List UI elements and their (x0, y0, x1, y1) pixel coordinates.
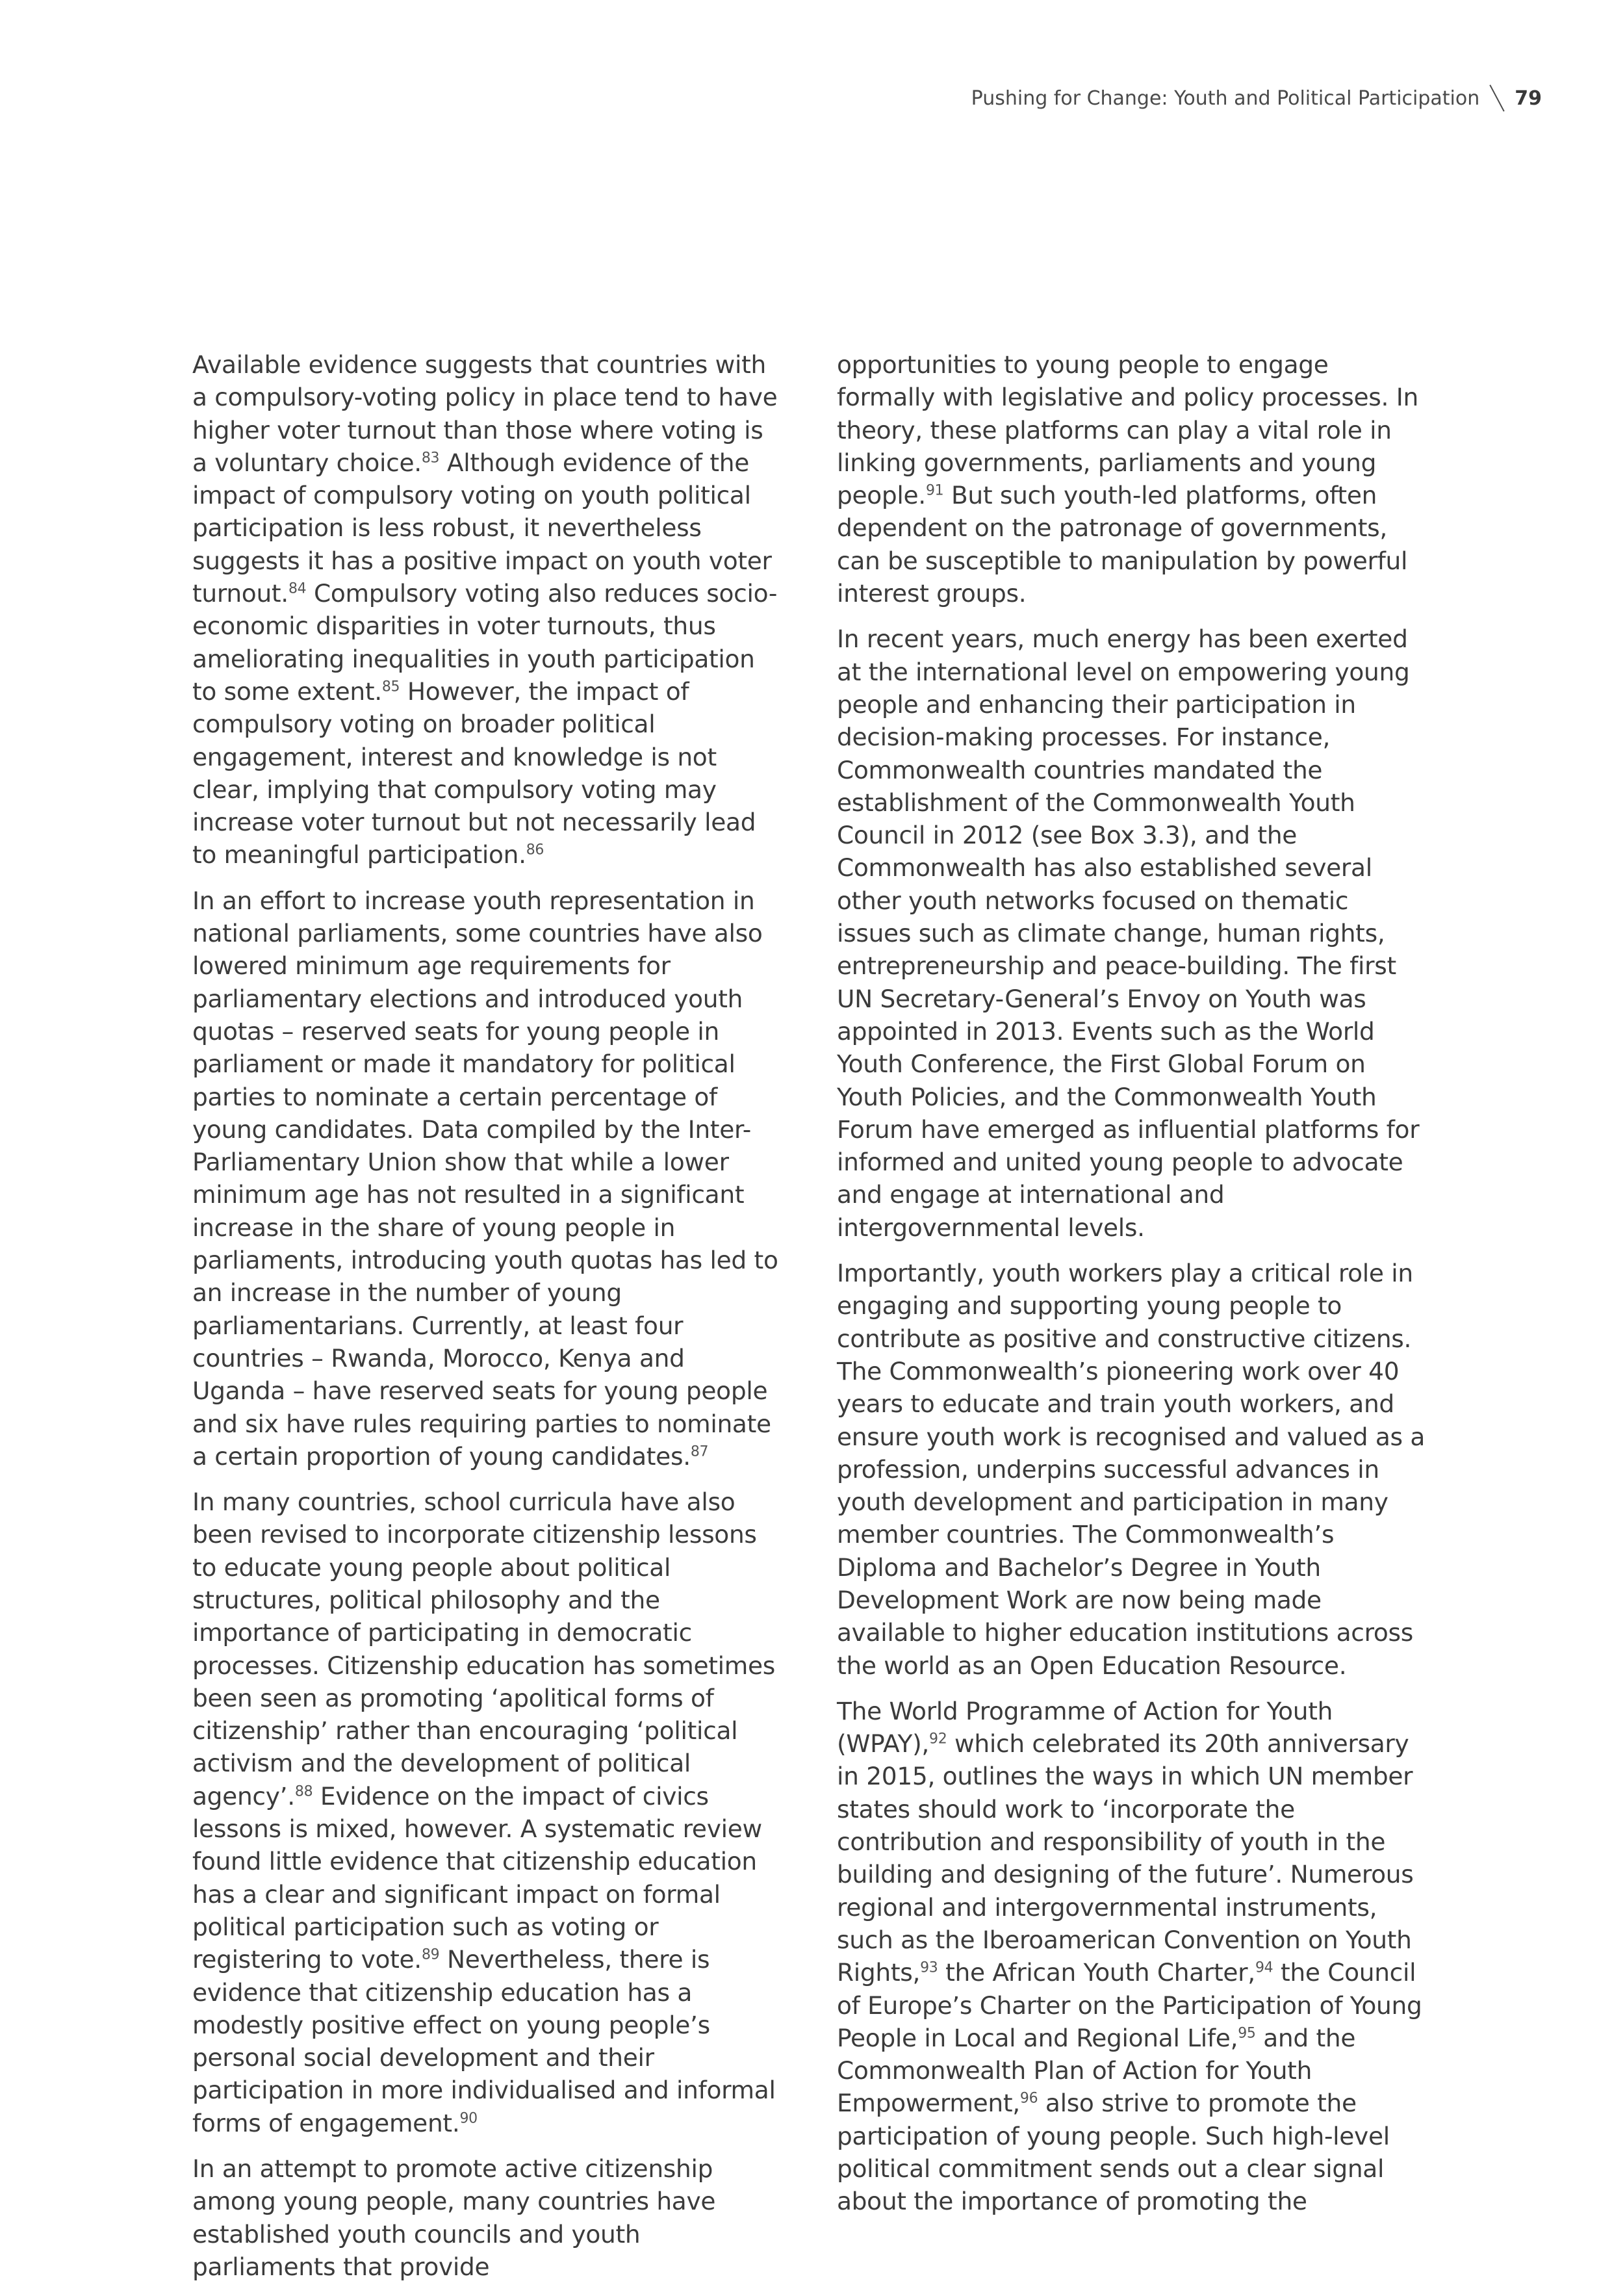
running-header (971, 83, 1542, 113)
paragraph-text: opportunities to young people to engage formally with legislative and policy processes. In theory, these platforms can play a vital role in linking governments, parliaments and young people. (837, 350, 1418, 510)
paragraph-text: Compulsory voting also reduces socio-economic disparities in voter turnouts, thus ameliorating inequalities in youth participation to some extent. (192, 579, 778, 706)
header-separator (1490, 84, 1505, 112)
paragraph-text: Available evidence suggests that countries with a compulsory-voting policy in place tend to have higher voter turnout than those where voting is a voluntary choice. (192, 350, 778, 477)
right-column (837, 348, 1429, 2231)
paragraph (192, 348, 785, 871)
paragraph (837, 623, 1429, 1244)
footnote-ref: 87 (690, 1443, 709, 1460)
paragraph (837, 1257, 1429, 1682)
paragraph (192, 1486, 785, 2139)
footnote-ref: 90 (459, 2110, 478, 2127)
paragraph-text: Although evidence of the impact of compulsory voting on youth political participation is less robust, it nevertheless suggests it has a positive impact on youth voter turnout. (192, 448, 772, 608)
paragraph-text: In many countries, school curricula have also been revised to incorporate citizenship lessons to educate young people about political structures, political philosophy and the importance of participating in democratic processes. Citizenship education has sometimes been seen as promoting ‘apolitical forms of citizenship’ rather than encouraging ‘political activism and the development of political agency’. (192, 1488, 775, 1811)
paragraph-text: In an attempt to promote active citizenship among young people, many countries have established youth councils and youth parliaments that provide (192, 2154, 716, 2281)
footnote-ref: 86 (526, 842, 544, 858)
paragraph-text: and the Commonwealth Plan of Action for Youth Empowerment, (837, 2023, 1356, 2118)
footnote-ref: 94 (1255, 1959, 1273, 1976)
footnote-ref: 91 (925, 482, 944, 499)
footnote-ref: 93 (920, 1959, 938, 1976)
running-header-title: Pushing for Change: Youth and Political Participation (971, 86, 1480, 110)
footnote-ref: 92 (929, 1731, 947, 1748)
footnote-ref: 89 (421, 1946, 440, 1963)
paragraph-text: The World Programme of Action for Youth (WPAY), (837, 1696, 1333, 1759)
paragraph (837, 1695, 1429, 2218)
paragraph-text: which celebrated its 20th anniversary in 2015, outlines the ways in which UN member states should work to ‘incorporate the contribution and responsibility of youth in the building and designing of the future’. Numerous regional and intergovernmental instruments, such as the Iberoamerican Convention on Youth Rights, (837, 1729, 1414, 1987)
paragraph-text: However, the impact of compulsory voting on broader political engagement, interest and knowledge is not clear, implying that compulsory voting may increase voter turnout but not necessarily lead to meaningful participation. (192, 677, 756, 870)
paragraph (192, 884, 785, 1473)
paragraph-text: Evidence on the impact of civics lessons is mixed, however. A systematic review found little evidence that citizenship education has a clear and significant impact on formal political participation such as voting or registering to vote. (192, 1781, 762, 1974)
footnote-ref: 96 (1019, 2090, 1038, 2107)
paragraph-text: But such youth-led platforms, often dependent on the patronage of governments, can be susceptible to manipulation by powerful interest groups. (837, 481, 1408, 608)
footnote-ref: 88 (294, 1783, 313, 1800)
footnote-ref: 85 (381, 678, 400, 695)
paragraph (837, 348, 1429, 610)
paragraph-text: Nevertheless, there is evidence that citizenship education has a modestly positive effect on young people’s personal social development and their participation in more individualised and informal forms of engagement. (192, 1945, 776, 2137)
paragraph-text: In recent years, much energy has been exerted at the international level on empowering young people and enhancing their participation in decision-making processes. For instance, Commonwealth countries mandated the establishment of the Commonwealth Youth Council in 2012 (see Box 3.3), and the Commonwealth has also established several other youth networks focused on thematic issues such as climate change, human rights, entrepreneurship and peace-building. The first UN Secretary-General’s Envoy on Youth was appointed in 2013. Events such as the World Youth Conference, the First Global Forum on Youth Policies, and the Commonwealth Youth Forum have emerged as influential platforms for informed and united young people to advocate and engage at international and intergovernmental levels. (837, 625, 1420, 1242)
paragraph-text: the African Youth Charter, (938, 1958, 1255, 1987)
paragraph-text: also strive to promote the participation of young people. Such high-level political commitment sends out a clear signal about the importance of promoting the (837, 2089, 1390, 2216)
page-number: 79 (1515, 86, 1542, 110)
paragraph-text: the Council of Europe’s Charter on the Participation of Young People in Local and Regional Life, (837, 1958, 1422, 2052)
footnote-ref: 95 (1238, 2025, 1256, 2042)
paragraph-text: In an effort to increase youth representation in national parliaments, some countries have also lowered minimum age requirements for parliamentary elections and introduced youth quotas – reserved seats for young people in parliament or made it mandatory for political parties to nominate a certain percentage of young candidates. Data compiled by the Inter-Parliamentary Union show that while a lower minimum age has not resulted in a significant increase in the share of young people in parliaments, introducing youth quotas has led to an increase in the number of young parliamentarians. Currently, at least four countries – Rwanda, Morocco, Kenya and Uganda – have reserved seats for young people and six have rules requiring parties to nominate a certain proportion of young candidates. (192, 886, 778, 1471)
footnote-ref: 84 (288, 580, 307, 597)
paragraph (192, 2152, 785, 2283)
paragraph-text: Importantly, youth workers play a critical role in engaging and supporting young people to contribute as positive and constructive citizens. The Commonwealth’s pioneering work over 40 years to educate and train youth workers, and ensure youth work is recognised and valued as a profession, underpins successful advances in youth development and participation in many member countries. The Commonwealth’s Diploma and Bachelor’s Degree in Youth Development Work are now being made available to higher education institutions across the world as an Open Education Resource. (837, 1259, 1426, 1680)
left-column (192, 348, 785, 2296)
footnote-ref: 83 (421, 450, 440, 467)
